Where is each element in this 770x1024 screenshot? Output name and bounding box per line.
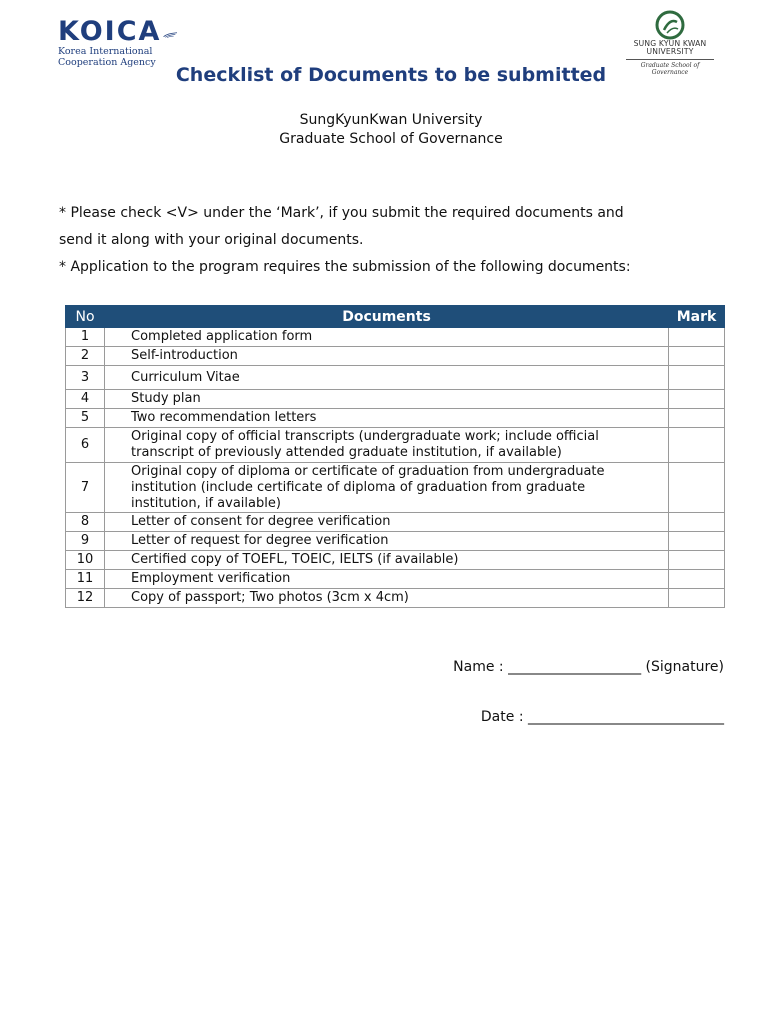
mark-cell[interactable] [669,409,725,428]
row-number: 4 [66,390,105,409]
table-row [66,390,725,409]
row-document [105,463,669,513]
mark-cell[interactable] [669,551,725,570]
row-number: 2 [66,347,105,366]
subtitle [0,111,770,149]
row-number: 1 [66,328,105,347]
row-number: 3 [66,366,105,390]
row-document: Letter of request for degree verification [105,532,669,551]
koica-logo-word: KOICA [58,16,162,47]
table-row [66,463,725,513]
skku-school-line2: Governance [651,69,689,76]
mark-cell[interactable] [669,513,725,532]
mark-cell[interactable] [669,428,725,463]
header-mark: Mark [669,306,725,328]
row-number: 11 [66,570,105,589]
mark-cell[interactable] [669,366,725,390]
row-number: 8 [66,513,105,532]
row-document: Two recommendation letters [105,409,669,428]
table-row [66,589,725,608]
row-document: Employment verification [105,570,669,589]
mark-cell[interactable] [669,589,725,608]
name-signature-line[interactable]: Name : ___________________ (Signature) [453,659,724,675]
mark-cell[interactable] [669,463,725,513]
documents-table [65,305,725,608]
row-document-line: Original copy of diploma or certificate of graduation from undergraduate [131,463,605,479]
table-row [66,366,725,390]
koica-wing-icon [163,30,178,40]
koica-subtitle-line2: Cooperation Agency [58,57,156,68]
instruction-line-1: * Please check <V> under the ‘Mark’, if you submit the required documents and [59,205,624,221]
skku-name-line2: UNIVERSITY [646,47,694,56]
koica-subtitle-line1: Korea International [58,46,153,57]
row-document-line: Original copy of official transcripts (undergraduate work; include official [131,429,599,444]
row-document: Copy of passport; Two photos (3cm x 4cm) [105,589,669,608]
row-document: Completed application form [105,328,669,347]
instruction-line-2: send it along with your original documents. [59,232,364,248]
mark-cell[interactable] [669,532,725,551]
skku-name-line1: SUNG KYUN KWAN [633,39,707,48]
page-title: Checklist of Documents to be submitted [175,64,607,86]
mark-cell[interactable] [669,328,725,347]
row-number: 5 [66,409,105,428]
subtitle-university: SungKyunKwan University [299,112,483,128]
row-document [105,428,669,463]
mark-cell[interactable] [669,347,725,366]
skku-emblem-icon [655,10,685,40]
table-row [66,513,725,532]
table-header-row [66,306,725,328]
row-document-line: institution (include certificate of diploma of graduation from graduate [131,479,586,495]
koica-logo [58,18,178,68]
header-no: No [66,306,105,328]
mark-cell[interactable] [669,390,725,409]
row-number: 9 [66,532,105,551]
row-number: 10 [66,551,105,570]
subtitle-school: Graduate School of Governance [279,131,503,147]
instruction-line-3: * Application to the program requires the submission of the following documents: [59,259,631,275]
table-row [66,428,725,463]
table-row [66,551,725,570]
table-row [66,409,725,428]
row-document-line: transcript of previously attended graduate institution, if available) [131,445,562,460]
table-row [66,347,725,366]
row-document: Self-introduction [105,347,669,366]
row-number: 12 [66,589,105,608]
row-document: Curriculum Vitae [105,366,669,390]
header-documents: Documents [105,306,669,328]
table-row [66,532,725,551]
table-row [66,328,725,347]
row-document: Certified copy of TOEFL, TOEIC, IELTS (if available) [105,551,669,570]
date-line[interactable]: Date : ____________________________ [480,709,724,725]
row-document-line: institution, if available) [131,495,281,511]
row-document: Study plan [105,390,669,409]
table-row [66,570,725,589]
row-number: 6 [66,428,105,463]
skku-divider [626,59,714,60]
row-number: 7 [66,463,105,513]
skku-school-line1: Graduate School of [640,62,700,69]
mark-cell[interactable] [669,570,725,589]
row-document: Letter of consent for degree verification [105,513,669,532]
